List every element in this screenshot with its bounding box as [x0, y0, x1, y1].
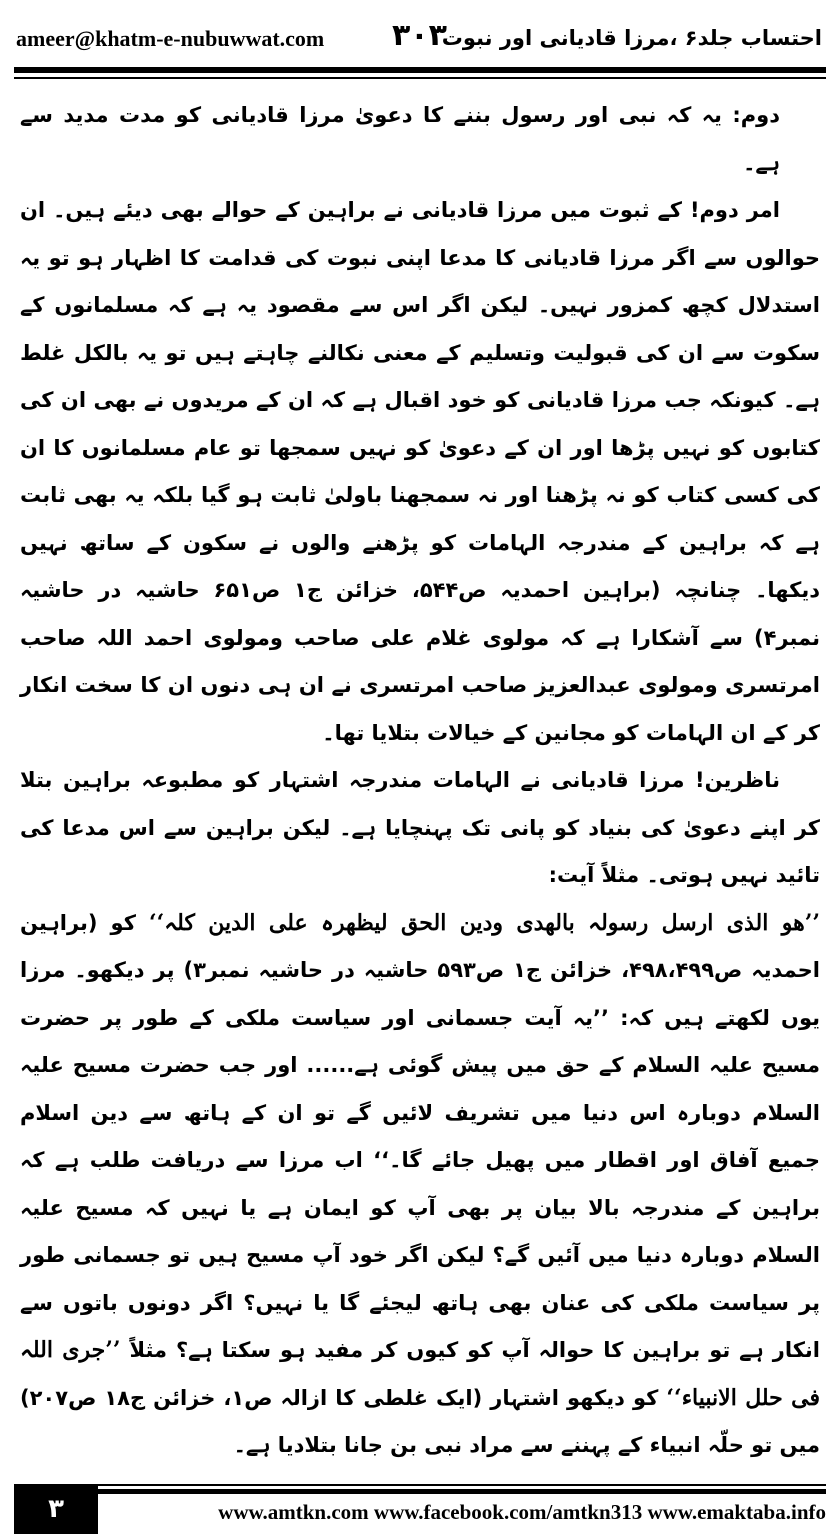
paragraph-4-end: کو دیکھو اشتہار (ایک غلطی کا ازالہ ص۱، خزائن ج۱۸ ص۲۰۷) میں تو حلّہ انبیاء کے پہننے سے مراد نبی بن جانا بتلادیا ہے۔	[20, 1385, 820, 1457]
page-body	[20, 92, 821, 1457]
paragraph-4	[20, 900, 820, 1470]
arabic-phrase: ’’جری اللہ فی حلل الانبیاء‘‘	[20, 1337, 820, 1411]
header-page-number: ۳۰۳	[392, 18, 447, 53]
header-book-title: احتساب جلد۶ ،مرزا قادیانی اور نبوت	[441, 26, 822, 50]
paragraph-4-text: کو (براہین احمدیہ ص۴۹۸،۴۹۹، خزائن ج۱ ص۵۹۳ حاشیہ در حاشیہ نمبر۳) پر دیکھو۔ مرزا یوں لکھتے ہیں کہ: ’’یہ آیت جسمانی اور سیاست ملکی کے طور پر حضرت مسیح علیہ السلام کے حق میں پیش گوئی ہے...... اور جب حضرت مسیح علیہ السلام دوبارہ اس دنیا میں تشریف لائیں گے تو ان کے ہاتھ سے دین اسلام جمیع آفاق اور اقطار میں پھیل جائے گا۔‘‘ اب مرزا سے دریافت طلب ہے کہ براہین کے مندرجہ بالا بیان پر بھی آپ کو ایمان ہے یا نہیں کہ مسیح علیہ السلام دوبارہ دنیا میں آئیں گے؟ لیکن اگر خود آپ مسیح ہیں تو جسمانی طور پر سیاست ملکی کی عنان بھی ہاتھ لیجئے گا یا نہیں؟ اگر دونوں باتوں سے انکار ہے تو براہین کا حوالہ آپ کو کیوں کر مفید ہو سکتا ہے؟ مثلاً	[20, 910, 821, 1362]
page-header	[14, 14, 826, 64]
paragraph-2: امر دوم! کے ثبوت میں مرزا قادیانی نے براہین کے حوالے بھی دیئے ہیں۔ ان حوالوں سے اگر مرزا قادیانی کا مدعا اپنی نبوت کی قدامت کا اظہار ہو تو یہ استدلال کچھ کمزور نہیں۔ لیکن اگر اس سے مقصود یہ ہے کہ مسلمانوں کے سکوت سے ان کی قبولیت وتسلیم کے معنی نکالنے چاہتے ہیں تو یہ بالکل غلط ہے۔ کیونکہ جب مرزا قادیانی کو خود اقبال ہے کہ ان کے مریدوں نے بھی ان کی کتابوں کو نہیں پڑھا اور ان کے دعویٰ کو نہیں سمجھا تو عام مسلمانوں کا ان کی کسی کتاب کو نہ پڑھنا اور نہ سمجھنا باولیٰ ثابت ہو گیا بلکہ یہ بھی ثابت ہے کہ براہین کے مندرجہ الہامات کو پڑھنے والوں نے سکون کے ساتھ نہیں دیکھا۔ چنانچہ (براہین احمدیہ ص۵۴۴، خزائن ج۱ ص۶۵۱ حاشیہ در حاشیہ نمبر۴) سے آشکارا ہے کہ مولوی غلام علی صاحب ومولوی احمد اللہ صاحب امرتسری ومولوی عبدالعزیز صاحب امرتسری نے ان ہی دنوں ان کا سخت انکار کر کے ان الہامات کو مجانین کے خیالات بتلایا تھا۔	[20, 198, 820, 745]
header-rule-thin	[14, 77, 826, 79]
paragraph-1: دوم: یہ کہ نبی اور رسول بننے کا دعویٰ مرزا قادیانی کو مدت مدید سے ہے۔	[20, 103, 780, 175]
header-rule-thick	[14, 67, 826, 73]
footer-rule-thick	[14, 1489, 826, 1494]
header-email: ameer@khatm-e-nubuwwat.com	[16, 26, 325, 51]
footer-links: www.amtkn.com www.facebook.com/amtkn313 www.emaktaba.info	[218, 1500, 826, 1524]
footer-page-index: ۳	[14, 1484, 98, 1534]
quranic-verse: ’’ھو الذی ارسل رسولہ بالھدی ودین الحق لیظھرہ علی الدین کلہ‘‘	[148, 909, 821, 936]
paragraph-3: ناظرین! مرزا قادیانی نے الہامات مندرجہ اشتہار کو مطبوعہ براہین بتلا کر اپنے دعویٰ کی بنیاد کو پانی تک پہنچایا ہے۔ لیکن براہین سے اس مدعا کی تائید نہیں ہوتی۔ مثلاً آیت:	[20, 768, 820, 887]
footer-rule-thin	[14, 1484, 826, 1486]
